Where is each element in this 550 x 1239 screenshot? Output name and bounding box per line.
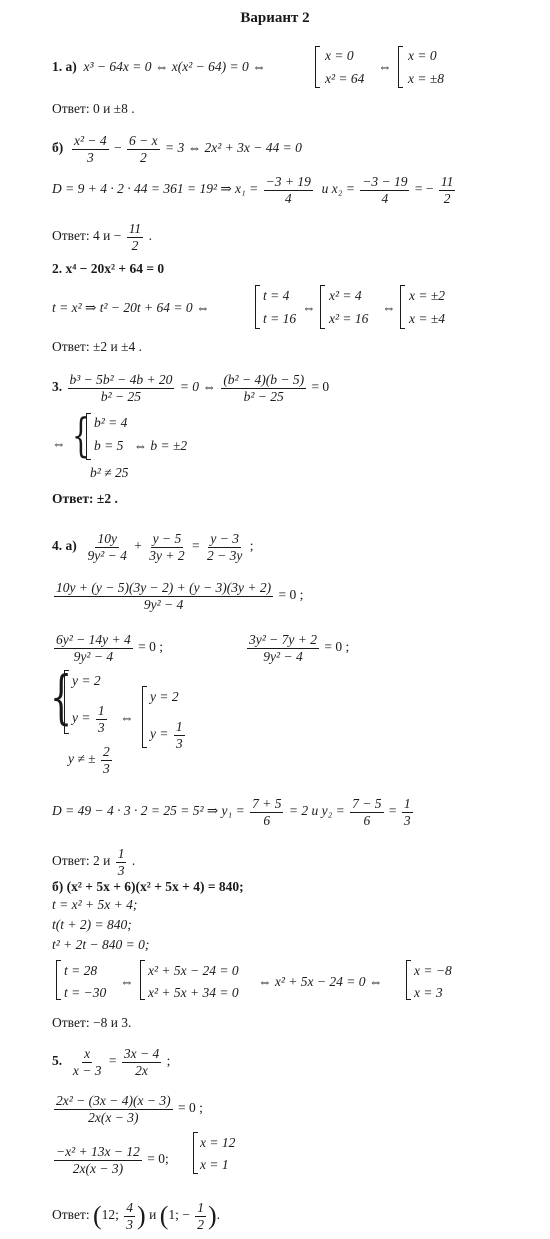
root-line: y = $\frac{1}{3}$: [150, 719, 183, 751]
simplified-fraction: $\frac{\text{−x² + 13x − 12}}{2x(x - 3)}$ = 0;: [56, 1144, 169, 1176]
iff-symbol: ⇔: [378, 59, 392, 74]
root-line: t = 4: [263, 288, 290, 303]
substitution-line: t = x² ⇒ t² − 20t + 64 = 0 ⇔: [52, 300, 210, 315]
step-line: ⇔ x² + 5x − 24 = 0 ⇔: [258, 974, 383, 989]
bracket: [86, 413, 91, 460]
task3-equation: 3. $\frac{\text{b³ − 5b² − 4b + 20}}{\text{b² − 25}}$ = 0 ⇔ $\frac{\text{(b² − 4)(b − 5)}}{\text{b² − 25}}$ = 0: [52, 372, 330, 404]
root-line: x = 1: [200, 1157, 229, 1172]
root-line: x² = 16: [329, 311, 369, 326]
task4a-equation: 4. а) $\frac{10y}{\text{9y² − 4}}$ + $\frac{y - 5}{3y + 2}$ = $\frac{y - 3}{2 - 3y}$ ;: [52, 531, 254, 563]
root-line: x = 3: [414, 985, 443, 1000]
root-line: x = ±8: [408, 71, 445, 86]
iff-symbol: ⇔: [52, 436, 66, 451]
condition-line: b² = 4: [94, 415, 128, 430]
root-line: x = 12: [200, 1135, 236, 1150]
answer: Ответ: (12; $\frac{4}{3}$ ) и (1; − $\frac{1}{2}$ ).: [52, 1200, 221, 1232]
bracket: [140, 960, 145, 1000]
bracket: [400, 285, 405, 329]
answer: Ответ: 0 и ±8 .: [52, 101, 135, 116]
brace-symbol: {: [50, 663, 73, 731]
bracket: [142, 686, 147, 748]
brace-symbol: {: [72, 408, 90, 462]
answer: Ответ: ±2 и ±4 .: [52, 339, 143, 354]
iff-symbol: ⇔: [120, 974, 134, 989]
discriminant-line: D = 9 + 4 · 2 · 44 = 361 = 19² ⇒ x₁ = $\frac{-3 + 19}{4}$ и x₂ = $\frac{-3 - 19}{4}$ = − $\frac{11}{2}$: [52, 174, 454, 206]
combined-fraction: $\frac{\text{2x² − (3x − 4)(x − 3)}}{2x(x - 3)}$ = 0 ;: [56, 1093, 203, 1125]
task1b-equation: б) $\frac{\text{x² − 4}}{3}$ − $\frac{6 - x}{2}$ = 3 ⇔ 2x² + 3x − 44 = 0: [52, 133, 302, 165]
task4b-equation: б) (x² + 5x + 6)(x² + 5x + 4) = 840;: [52, 879, 244, 894]
condition-line: b² ≠ 25: [90, 465, 129, 480]
bracket: [320, 285, 325, 329]
condition-line: b = 5 ⇔ b = ±2: [94, 438, 188, 453]
simplified-fraction: $\frac{\text{3y² − 7y + 2}}{\text{9y² − 4}}$ = 0 ;: [249, 632, 350, 664]
root-line: x² + 5x + 34 = 0: [148, 985, 239, 1000]
combined-fraction: $\frac{10y + (y - 5)(3y - 2) + (y - 3)(3y + 2)}{\text{9y² − 4}}$ = 0 ;: [56, 580, 304, 612]
root-line: x = 0: [408, 48, 437, 63]
step-line: t(t + 2) = 840;: [52, 917, 132, 932]
condition-line: y = 2: [72, 673, 101, 688]
bracket: [398, 46, 403, 88]
discriminant-line: D = 49 − 4 · 3 · 2 = 25 = 5² ⇒ y₁ = $\frac{7 + 5}{6}$ = 2 и y₂ = $\frac{7 - 5}{6}$ = $\frac{1}{3}$: [52, 796, 411, 828]
answer: Ответ: −8 и 3.: [52, 1015, 132, 1030]
bracket: [315, 46, 320, 88]
condition-line: y = $\frac{1}{3}$: [72, 703, 105, 735]
root-line: t = 16: [263, 311, 297, 326]
condition-line: y ≠ ± $\frac{2}{3}$: [68, 744, 110, 776]
iff-symbol: ⇔: [120, 710, 134, 725]
root-line: y = 2: [150, 689, 179, 704]
bracket: [406, 960, 411, 1000]
root-line: x² = 4: [329, 288, 362, 303]
task5-equation: 5. $\frac{x}{x - 3}$ = $\frac{3x - 4}{2x}$ ;: [52, 1046, 171, 1078]
answer: Ответ: 2 и $\frac{1}{3}$ .: [52, 846, 136, 878]
page-title: Вариант 2: [240, 10, 310, 26]
iff-symbol: ⇔: [302, 300, 316, 315]
bracket: [64, 670, 69, 734]
step-line: t² + 2t − 840 = 0;: [52, 937, 150, 952]
bracket: [56, 960, 61, 1000]
root-line: x = ±2: [409, 288, 446, 303]
root-line: x = 0: [325, 48, 354, 63]
task2-equation: 2. x⁴ − 20x² + 64 = 0: [52, 261, 165, 276]
root-line: x = ±4: [409, 311, 446, 326]
step-line: t = x² + 5x + 4;: [52, 897, 138, 912]
root-line: x² = 64: [325, 71, 365, 86]
root-line: x² + 5x − 24 = 0: [148, 963, 239, 978]
root-line: t = −30: [64, 985, 107, 1000]
task1a-equation: 1. а) x³ − 64x = 0 ⇔ x(x² − 64) = 0 ⇔: [52, 59, 266, 74]
answer: Ответ: 4 и − $\frac{11}{2}$ .: [52, 221, 152, 253]
simplified-fraction: $\frac{\text{6y² − 14y + 4}}{\text{9y² − 4}}$ = 0 ;: [56, 632, 164, 664]
iff-symbol: ⇔: [382, 300, 396, 315]
root-line: x = −8: [414, 963, 452, 978]
answer: Ответ: ±2 .: [52, 491, 118, 506]
bracket: [255, 285, 260, 329]
root-line: t = 28: [64, 963, 98, 978]
bracket: [193, 1132, 198, 1174]
